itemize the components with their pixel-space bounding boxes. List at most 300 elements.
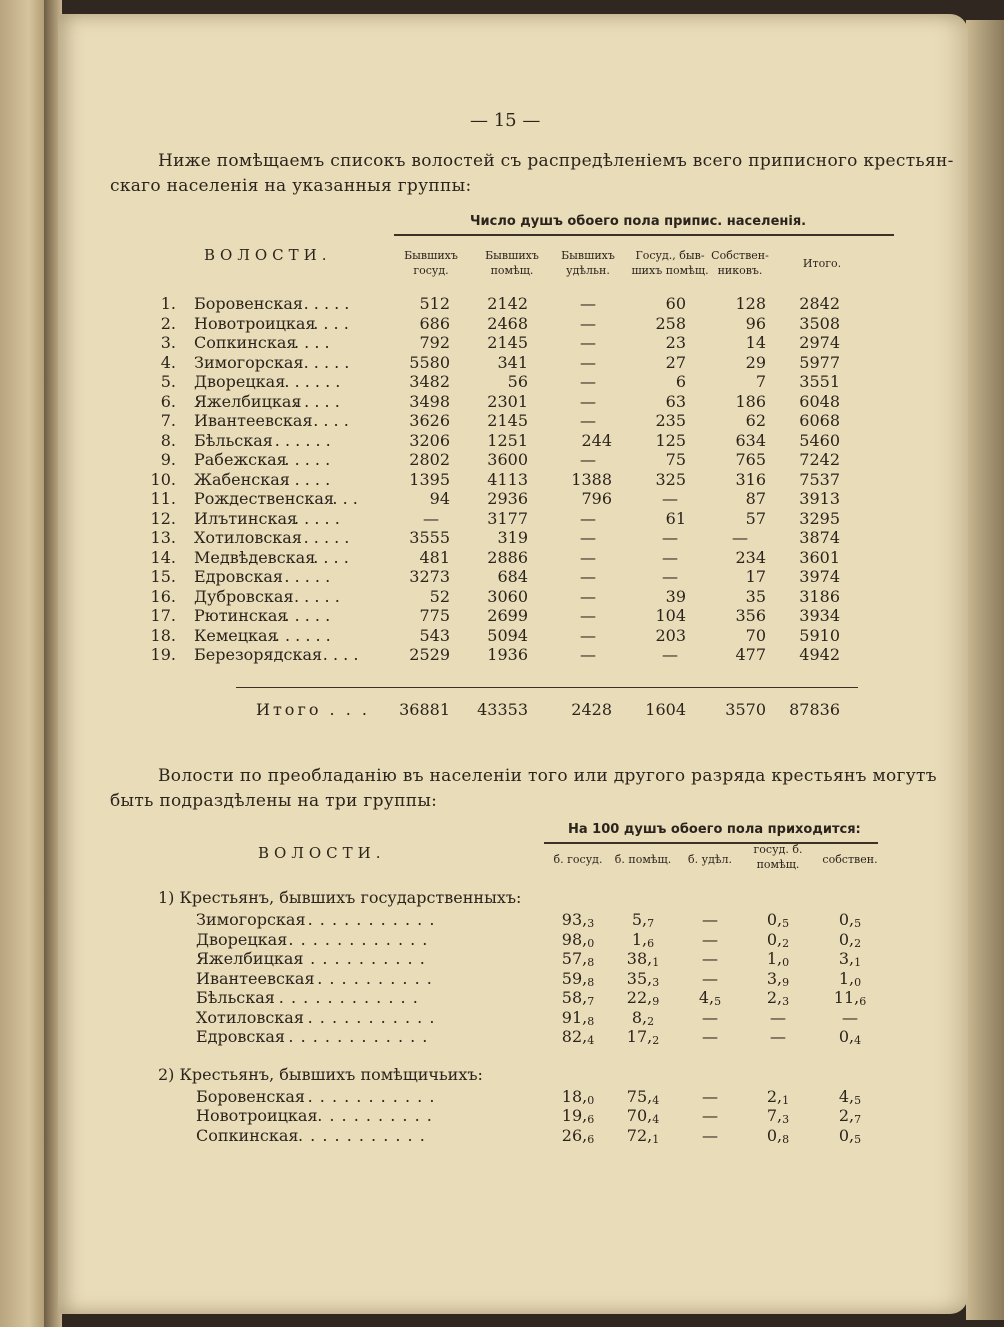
integer-part: — bbox=[702, 1007, 718, 1027]
total-value: 36881 bbox=[399, 700, 450, 719]
leader-dots: . . . . . bbox=[284, 606, 331, 625]
volost-name: Березорядская bbox=[194, 645, 323, 664]
percent-cell bbox=[743, 1087, 813, 1107]
integer-part: 2 bbox=[766, 1086, 778, 1106]
cell-value: 235 bbox=[655, 411, 686, 430]
decimal-separator: , bbox=[849, 949, 855, 968]
leader-dots: . . . . . . . . . . . bbox=[307, 1086, 436, 1106]
volost-name: Яжелбицкая bbox=[194, 391, 302, 411]
integer-part: 38 bbox=[626, 949, 648, 968]
total-value: 43353 bbox=[477, 700, 528, 719]
cell-value: — bbox=[662, 645, 678, 664]
column-header-line: Бывшихъ bbox=[404, 249, 458, 262]
cell-value: 2145 bbox=[487, 411, 528, 430]
table1-total-rule bbox=[236, 687, 858, 688]
table-row bbox=[58, 392, 968, 412]
row-number: 11. bbox=[150, 489, 176, 508]
integer-part: — bbox=[842, 1007, 858, 1027]
percent-cell bbox=[608, 1027, 678, 1047]
decimal-part: 4 bbox=[652, 1113, 660, 1126]
decimal-part: 5 bbox=[854, 1093, 862, 1107]
integer-part: 4 bbox=[838, 1086, 850, 1106]
leader-dots: . . . . bbox=[322, 645, 359, 664]
decimal-separator: , bbox=[647, 1027, 653, 1046]
integer-part: 5 bbox=[631, 910, 643, 929]
cell-value: 3186 bbox=[799, 586, 840, 606]
table-row bbox=[58, 1008, 968, 1028]
cell-value: 75 bbox=[665, 450, 686, 469]
percent-cell bbox=[543, 969, 613, 989]
table-row bbox=[58, 353, 968, 373]
integer-part: 8 bbox=[631, 1007, 643, 1027]
document-page bbox=[58, 14, 968, 1314]
percent-cell bbox=[608, 1126, 678, 1146]
volost-name: Рютинская bbox=[194, 606, 288, 625]
decimal-separator: , bbox=[582, 988, 588, 1007]
decimal-part: 4 bbox=[587, 1034, 595, 1047]
integer-part: 1 bbox=[631, 929, 643, 949]
cell-value: 29 bbox=[745, 352, 766, 372]
integer-part: 3 bbox=[838, 949, 850, 968]
leader-dots: . . . . . bbox=[284, 469, 331, 489]
cell-value: — bbox=[732, 528, 748, 547]
percent-cell bbox=[743, 910, 813, 930]
cell-value: 512 bbox=[419, 294, 450, 313]
cell-value: 3206 bbox=[409, 430, 450, 450]
cell-value: 1936 bbox=[487, 645, 528, 664]
integer-part: 75 bbox=[626, 1086, 648, 1106]
decimal-part: 9 bbox=[652, 995, 660, 1008]
row-number: 6. bbox=[160, 391, 176, 411]
column-header-line: собствен. bbox=[822, 853, 878, 866]
leader-dots: . . . . . bbox=[284, 450, 331, 469]
cell-value: — bbox=[662, 528, 678, 547]
percent-cell bbox=[743, 988, 813, 1008]
column-header-line: Собствен- bbox=[711, 249, 769, 262]
integer-part: 3 bbox=[766, 968, 778, 988]
cell-value: 1251 bbox=[487, 430, 528, 450]
row-number: 18. bbox=[150, 625, 176, 645]
integer-part: 59 bbox=[561, 968, 583, 988]
volost-name: Сопкинская bbox=[196, 1125, 299, 1145]
volost-name: Сопкинская bbox=[194, 333, 297, 352]
cell-value: 94 bbox=[429, 489, 450, 508]
volost-name: Едровская bbox=[196, 1027, 286, 1046]
cell-value: 57 bbox=[745, 508, 766, 528]
total-value: 3570 bbox=[725, 700, 766, 719]
volost-name: Бѣльская bbox=[194, 430, 273, 450]
cell-value: 3601 bbox=[799, 547, 840, 567]
table-row bbox=[58, 1087, 968, 1107]
cell-value: 1388 bbox=[571, 469, 612, 489]
volost-name: Медвѣдевская bbox=[194, 547, 316, 567]
percent-cell bbox=[675, 930, 745, 949]
percent-cell bbox=[675, 1087, 745, 1106]
decimal-part: 8 bbox=[782, 1132, 790, 1146]
decimal-part: 4 bbox=[854, 1034, 862, 1047]
leader-dots: . . . . . bbox=[284, 567, 331, 586]
row-number: 8. bbox=[160, 430, 176, 450]
decimal-part: 7 bbox=[647, 917, 655, 930]
percent-cell bbox=[543, 1027, 613, 1047]
table-row bbox=[58, 372, 968, 392]
decimal-separator: , bbox=[647, 1086, 653, 1106]
leader-dots: . . . . bbox=[313, 547, 349, 567]
decimal-part: 0 bbox=[782, 956, 790, 969]
percent-cell bbox=[543, 1126, 613, 1146]
cell-value: 87 bbox=[745, 489, 766, 508]
cell-value: 203 bbox=[655, 625, 686, 645]
decimal-part: 5 bbox=[782, 917, 790, 930]
leader-dots: . . . . bbox=[313, 411, 349, 430]
cell-value: 686 bbox=[419, 313, 450, 333]
decimal-separator: , bbox=[582, 968, 588, 988]
decimal-separator: , bbox=[642, 929, 648, 949]
column-header-line: помѣщ. bbox=[490, 264, 534, 277]
cell-value: 775 bbox=[419, 606, 450, 625]
percent-cell bbox=[675, 969, 745, 988]
cell-value: 7 bbox=[755, 372, 766, 391]
group-title: 1) Крестьянъ, бывшихъ государственныхъ: bbox=[158, 888, 522, 907]
cell-value: 765 bbox=[735, 450, 766, 469]
table-row bbox=[58, 450, 968, 470]
percent-cell bbox=[543, 930, 613, 950]
volost-name: Зимогорская bbox=[196, 910, 306, 929]
percent-cell bbox=[675, 1008, 745, 1027]
cell-value: 258 bbox=[655, 313, 686, 333]
cell-value: 325 bbox=[655, 469, 686, 489]
table1-column-header bbox=[543, 248, 633, 278]
cell-value: 4942 bbox=[799, 645, 840, 664]
percent-cell bbox=[608, 930, 678, 950]
cell-value: 3600 bbox=[487, 450, 528, 469]
cell-value: 186 bbox=[735, 391, 766, 411]
cell-value: 5580 bbox=[409, 352, 450, 372]
percent-cell bbox=[543, 910, 613, 930]
table1-column-header bbox=[386, 248, 476, 278]
volost-name: Бѣльская bbox=[196, 988, 275, 1007]
decimal-separator: , bbox=[777, 949, 783, 968]
integer-part: 0 bbox=[838, 910, 850, 929]
decimal-separator: , bbox=[849, 1027, 855, 1046]
cell-value: 7242 bbox=[799, 450, 840, 469]
integer-part: 1 bbox=[766, 949, 778, 968]
table-row bbox=[58, 1126, 968, 1146]
percent-cell bbox=[608, 969, 678, 989]
volost-name: Кемецкая bbox=[194, 625, 278, 645]
decimal-part: 8 bbox=[587, 975, 595, 989]
decimal-separator: , bbox=[849, 1086, 855, 1106]
row-number: 3. bbox=[160, 333, 176, 352]
percent-cell bbox=[815, 1008, 885, 1027]
cell-value: 2529 bbox=[409, 645, 450, 664]
cell-value: 543 bbox=[419, 625, 450, 645]
cell-value: — bbox=[580, 606, 596, 625]
leader-dots: . . . . bbox=[313, 313, 349, 333]
decimal-part: 5 bbox=[714, 995, 722, 1008]
percent-cell bbox=[815, 949, 885, 969]
integer-part: 17 bbox=[626, 1027, 648, 1046]
table1-column-header bbox=[695, 248, 785, 278]
percent-cell bbox=[543, 1106, 613, 1126]
integer-part: 11 bbox=[833, 988, 855, 1007]
decimal-part: 3 bbox=[587, 917, 595, 930]
decimal-separator: , bbox=[647, 949, 653, 968]
cell-value: — bbox=[580, 567, 596, 586]
cell-value: 3555 bbox=[409, 528, 450, 547]
column-header-line: б. госуд. bbox=[553, 853, 603, 866]
decimal-separator: , bbox=[582, 929, 588, 949]
cell-value: 3551 bbox=[799, 372, 840, 391]
volost-name: Едровская bbox=[194, 567, 284, 586]
cell-value: 684 bbox=[497, 567, 528, 586]
percent-cell bbox=[543, 949, 613, 969]
leader-dots: . . . . . . . . . . . . bbox=[288, 929, 429, 949]
percent-cell bbox=[675, 910, 745, 929]
integer-part: 57 bbox=[561, 949, 583, 968]
decimal-part: 3 bbox=[652, 975, 660, 989]
cell-value: 2145 bbox=[487, 333, 528, 352]
decimal-separator: , bbox=[647, 988, 653, 1007]
decimal-separator: , bbox=[777, 988, 783, 1007]
cell-value: — bbox=[580, 352, 596, 372]
row-number: 10. bbox=[150, 469, 176, 489]
integer-part: 22 bbox=[626, 988, 648, 1007]
percent-cell bbox=[675, 988, 745, 1008]
cell-value: 96 bbox=[745, 313, 766, 333]
decimal-separator: , bbox=[642, 910, 648, 929]
decimal-separator: , bbox=[777, 1106, 783, 1125]
cell-value: 23 bbox=[665, 333, 686, 352]
cell-value: 796 bbox=[581, 489, 612, 508]
cell-value: 2468 bbox=[487, 313, 528, 333]
table-row bbox=[58, 314, 968, 334]
decimal-separator: , bbox=[777, 929, 783, 949]
percent-cell bbox=[743, 949, 813, 969]
cell-value: 61 bbox=[665, 508, 686, 528]
total-value: 1604 bbox=[645, 700, 686, 719]
leader-dots: . . . . . . . . . . . bbox=[298, 1125, 426, 1145]
intro-paragraph-line-2: скаго населенія на указанныя группы: bbox=[110, 176, 472, 196]
volost-name: Боровенская bbox=[194, 294, 303, 313]
row-number: 19. bbox=[150, 645, 176, 664]
decimal-separator: , bbox=[582, 1007, 588, 1027]
percent-cell bbox=[815, 1106, 885, 1126]
table-row bbox=[58, 567, 968, 587]
decimal-separator: , bbox=[777, 968, 783, 988]
percent-cell bbox=[815, 988, 885, 1008]
decimal-part: 0 bbox=[587, 936, 595, 950]
decimal-separator: , bbox=[642, 1007, 648, 1027]
cell-value: — bbox=[580, 450, 596, 469]
cell-value: 7537 bbox=[799, 469, 840, 489]
decimal-part: 5 bbox=[854, 917, 862, 930]
column-header-line: никовъ. bbox=[717, 264, 763, 277]
decimal-separator: , bbox=[582, 1086, 588, 1106]
group-title: 2) Крестьянъ, бывшихъ помѣщичьихъ: bbox=[158, 1064, 483, 1084]
table2-group-header: На 100 душъ обоего пола приходится: bbox=[568, 822, 861, 837]
integer-part: 26 bbox=[561, 1125, 583, 1145]
percent-cell bbox=[608, 1008, 678, 1028]
integer-part: — bbox=[702, 1086, 718, 1106]
table-row bbox=[58, 333, 968, 353]
row-number: 9. bbox=[160, 450, 176, 469]
cell-value: 2802 bbox=[409, 450, 450, 469]
decimal-separator: , bbox=[582, 949, 588, 968]
intro-paragraph-line-1: Ниже помѣщаемъ списокъ волостей съ распредѣленіемъ всего приписного крестьян- bbox=[158, 151, 954, 171]
table-row bbox=[58, 969, 968, 989]
cell-value: — bbox=[423, 508, 439, 528]
integer-part: 72 bbox=[626, 1125, 648, 1145]
decimal-part: 1 bbox=[652, 1132, 660, 1146]
row-number: 4. bbox=[160, 352, 176, 372]
leader-dots: . . . . . . . . . . bbox=[317, 1106, 433, 1125]
integer-part: 82 bbox=[561, 1027, 583, 1046]
cell-value: 356 bbox=[735, 606, 766, 625]
leader-dots: . . . . . bbox=[303, 528, 350, 547]
percent-cell bbox=[675, 1106, 745, 1125]
decimal-separator: , bbox=[709, 988, 715, 1007]
cell-value: — bbox=[580, 528, 596, 547]
percent-cell bbox=[608, 1106, 678, 1126]
leader-dots: . . . . . . bbox=[284, 372, 341, 391]
decimal-part: 1 bbox=[652, 956, 660, 969]
cell-value: 3295 bbox=[799, 508, 840, 528]
table-row bbox=[58, 294, 968, 314]
decimal-part: 0 bbox=[587, 1093, 595, 1107]
cell-value: 56 bbox=[507, 372, 528, 391]
percent-cell bbox=[815, 1027, 885, 1047]
percent-cell bbox=[675, 1027, 745, 1046]
cell-value: — bbox=[580, 391, 596, 411]
cell-value: 125 bbox=[655, 430, 686, 450]
cell-value: 3974 bbox=[799, 567, 840, 586]
cell-value: 2301 bbox=[487, 391, 528, 411]
table-row bbox=[58, 587, 968, 607]
decimal-separator: , bbox=[777, 910, 783, 929]
cell-value: 128 bbox=[735, 294, 766, 313]
cell-value: 792 bbox=[419, 333, 450, 352]
volost-name: Дворецкая bbox=[196, 929, 288, 949]
table1-group-header: Число душъ обоего пола припис. населенія. bbox=[470, 214, 807, 229]
page-number: — 15 — bbox=[470, 110, 541, 131]
integer-part: — bbox=[702, 968, 718, 988]
volost-name: Хотиловская bbox=[196, 1007, 304, 1027]
cell-value: 70 bbox=[745, 625, 766, 645]
decimal-part: 1 bbox=[782, 1093, 790, 1107]
cell-value: 319 bbox=[497, 528, 528, 547]
decimal-separator: , bbox=[849, 929, 855, 949]
table1-volosti-header: ВОЛОСТИ. bbox=[204, 246, 332, 264]
table-row bbox=[58, 1106, 968, 1126]
row-number: 14. bbox=[150, 547, 176, 567]
decimal-part: 2 bbox=[782, 936, 790, 950]
cell-value: 3913 bbox=[799, 489, 840, 508]
cell-value: 17 bbox=[745, 567, 766, 586]
cell-value: 2886 bbox=[487, 547, 528, 567]
table-row bbox=[58, 949, 968, 969]
column-header-line: Итого. bbox=[802, 257, 842, 270]
volost-name: Хотиловская bbox=[194, 528, 302, 547]
cell-value: 244 bbox=[581, 430, 612, 450]
table-row bbox=[58, 988, 968, 1008]
total-value: 87836 bbox=[789, 700, 840, 719]
table-row bbox=[58, 528, 968, 548]
column-header-line: госуд. bbox=[413, 264, 449, 277]
integer-part: 98 bbox=[561, 929, 583, 949]
total-label: Итого . . . bbox=[256, 700, 370, 719]
integer-part: 0 bbox=[838, 1125, 850, 1145]
cell-value: 62 bbox=[745, 411, 766, 430]
column-header-line: помѣщ. bbox=[756, 858, 800, 871]
cell-value: 104 bbox=[655, 606, 686, 625]
volost-name: Боровенская bbox=[196, 1086, 305, 1106]
table2-header-rule bbox=[544, 842, 878, 844]
decimal-part: 5 bbox=[854, 1132, 862, 1146]
cell-value: 2936 bbox=[487, 489, 528, 508]
leader-dots: . . . . . bbox=[303, 352, 350, 372]
cell-value: — bbox=[662, 547, 678, 567]
leader-dots: . . . . . bbox=[294, 508, 340, 528]
integer-part: 2 bbox=[766, 988, 778, 1007]
integer-part: 93 bbox=[561, 910, 583, 929]
groups-paragraph-line-2: быть подраздѣлены на три группы: bbox=[110, 791, 438, 811]
table1-column-header bbox=[777, 256, 867, 271]
cell-value: 60 bbox=[665, 294, 686, 313]
integer-part: 0 bbox=[838, 929, 850, 949]
integer-part: — bbox=[770, 1007, 786, 1027]
table-row bbox=[58, 626, 968, 646]
decimal-separator: , bbox=[582, 1106, 588, 1125]
percent-cell bbox=[815, 930, 885, 950]
row-number: 2. bbox=[160, 313, 176, 333]
decimal-part: 8 bbox=[587, 1014, 595, 1028]
integer-part: 0 bbox=[838, 1027, 850, 1046]
column-header-line: шихъ помѣщ. bbox=[631, 264, 709, 277]
integer-part: 0 bbox=[766, 910, 778, 929]
cell-value: 2699 bbox=[487, 606, 528, 625]
cell-value: 6048 bbox=[799, 391, 840, 411]
column-header-line: удѣльн. bbox=[566, 264, 610, 277]
table-row bbox=[58, 431, 968, 451]
cell-value: — bbox=[580, 586, 596, 606]
cell-value: 477 bbox=[735, 645, 766, 664]
integer-part: 2 bbox=[838, 1106, 850, 1125]
column-header-line: Госуд., быв- bbox=[635, 249, 705, 262]
decimal-separator: , bbox=[647, 968, 653, 988]
decimal-separator: , bbox=[582, 1027, 588, 1046]
cell-value: — bbox=[580, 625, 596, 645]
integer-part: — bbox=[702, 1125, 718, 1145]
column-header-line: б. удѣл. bbox=[688, 853, 732, 866]
volost-name: Яжелбицкая bbox=[196, 949, 304, 968]
decimal-part: 6 bbox=[647, 936, 655, 950]
left-page-edge bbox=[0, 0, 48, 1327]
groups-paragraph-line-1: Волости по преобладанію въ населеніи того или другого разряда крестьянъ могутъ bbox=[158, 766, 937, 786]
cell-value: 3060 bbox=[487, 586, 528, 606]
table-row bbox=[58, 606, 968, 626]
decimal-separator: , bbox=[647, 1125, 653, 1145]
volost-name: Рождественская bbox=[194, 489, 334, 508]
percent-cell bbox=[815, 1087, 885, 1107]
cell-value: 63 bbox=[665, 391, 686, 411]
integer-part: 91 bbox=[561, 1007, 583, 1027]
volost-name: Ивантеевская bbox=[196, 968, 315, 988]
decimal-part: 2 bbox=[652, 1034, 660, 1047]
cell-value: 5910 bbox=[799, 625, 840, 645]
decimal-separator: , bbox=[849, 1106, 855, 1125]
table-row bbox=[58, 548, 968, 568]
